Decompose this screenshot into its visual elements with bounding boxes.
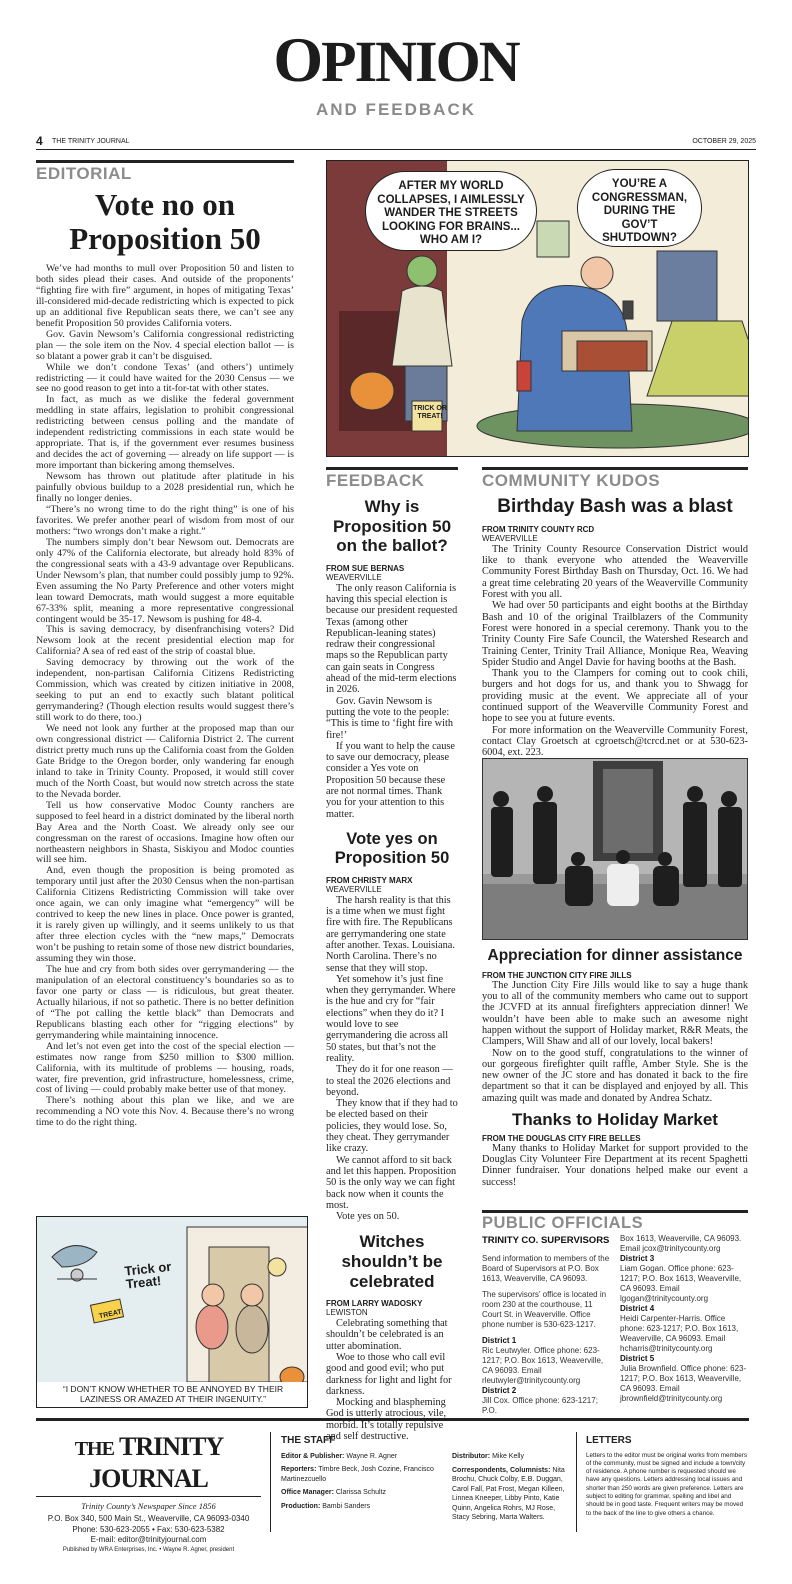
paragraph: We cannot afford to sit back and let this happen. Proposition 50 is the only way we can fight back now when it counts the most. bbox=[326, 1154, 457, 1211]
letter-location: WEAVERVILLE bbox=[326, 572, 382, 582]
footer-rule bbox=[36, 1418, 749, 1421]
cartoon-bucket-text: TRICK OR TREAT! bbox=[413, 405, 447, 420]
feedback-column bbox=[326, 467, 458, 1448]
editorial-cartoon-top bbox=[326, 160, 749, 457]
letters-text: Letters to the editor must be original works from members of the community, must be signed and include a town/city of residence. A phone number is requested should we have any questions. Letters addressing local issues and shorter than 250 words are given preference. Letters are subject to editing for grammar, spelling and libel and should be in good taste. Frequent writers may be moved to the back of the line to give others a chance. bbox=[586, 1451, 747, 1517]
paragraph: We had over 50 participants and eight booths at the Birthday Bash and 10 of the original Trailblazers of the Community Forest were honored in a special ceremony. Thank you to the Trinity County Fire Safe Council, the Watershed Research and Training Center, Trinity Trail Alliance, Monique Rea, Weaving Spider Studio and Angel Davie for having booths at the Bash. bbox=[482, 600, 748, 668]
footer-divider bbox=[270, 1432, 271, 1532]
letters-policy bbox=[586, 1436, 749, 1518]
district-info: Jill Cox. Office phone: 623-1217; P.O. bbox=[482, 1396, 598, 1415]
paragraph: Celebrating something that shouldn’t be celebrated is an utter abomination. bbox=[326, 1318, 448, 1352]
paragraph: Vote yes on 50. bbox=[336, 1211, 400, 1223]
speech-bubble-right: YOU’RE A CONGRESSMAN, DURING THE GOV’T SHUTDOWN? bbox=[577, 169, 702, 247]
staff-value: Wayne R. Agner bbox=[346, 1452, 398, 1460]
paragraph: “There’s no wrong time to do the right thing” is one of his favorites. We prefer another pearl of wisdom from most of our mothers: “two wrongs don’t make a right.” bbox=[36, 503, 294, 537]
editorial-headline: Vote no on Proposition 50 bbox=[69, 187, 261, 256]
paragraph: Now on to the good stuff, congratulations to the winner of our gorgeous firefighter quilt raffle, Amber Style. She is the new owner of the JC store and has donated it back to the fire department so that it can be displayed and enjoyed by all. This amazing quilt was made and donated by Andrea Schatz. bbox=[482, 1047, 748, 1104]
letter bbox=[326, 497, 458, 820]
letter-byline: FROM LARRY WADOSKY bbox=[326, 1299, 423, 1309]
photo-illustration bbox=[483, 759, 748, 940]
letter bbox=[326, 1232, 458, 1442]
letter bbox=[326, 830, 458, 1223]
paragraph: Saving democracy by throwing out the work of the independent, non-partisan California Citizens Redistricting Commission, which was created by citizen initiative in 2008, seeking to put an end to exactly such blatant political gerrymandering? (Though election results would suggest there’s still work to do there, too.) bbox=[36, 657, 294, 724]
paragraph: The only reason California is having this special election is because our president requested Texas (among other Republican-leaning states) redraw their congressional maps so the Republican party can gain seats in Congress ahead of the mid-term elections in 2026. bbox=[326, 582, 458, 696]
editorial-body bbox=[36, 264, 294, 1129]
officials-right-col bbox=[620, 1234, 748, 1404]
paragraph: And, even though the proposition is being promoted as temporary until just after the 2030 Census when the non-partisan California Citizens Redistricting Commission will take over once again, we can only imagine what “emergency” will be contrived to keep the new lines in place. Once power is granted, it is rarely given up willingly, and it seems unlikely to us that after three election cycles with the “new maps,” Democrats won’t be pushing to retain some of those new district boundaries, assuming they win those. bbox=[36, 865, 294, 965]
letter-body bbox=[326, 895, 458, 1223]
staff-title: THE STAFF bbox=[281, 1435, 336, 1446]
letter-headline: Vote yes on Proposition 50 bbox=[334, 829, 450, 867]
letter-byline: FROM CHRISTY MARX bbox=[326, 875, 413, 885]
kudos-headline: Appreciation for dinner assistance bbox=[487, 947, 743, 964]
staff-value: Clarissa Schultz bbox=[335, 1489, 387, 1496]
letter-location: LEWISTON bbox=[326, 1308, 368, 1318]
paragraph: There’s nothing about this plan we like, and we are recommending a NO vote this Nov. 4. Because there’s no wrong time to do the right thing. bbox=[36, 1095, 294, 1129]
footer-publisher: Published by WRA Enterprises, Inc. • Wayne R. Agner, president bbox=[62, 1546, 235, 1553]
footer-logo bbox=[36, 1432, 261, 1497]
folio-bar bbox=[36, 134, 756, 150]
kudos-body bbox=[482, 544, 748, 759]
speech-bubble-left: AFTER MY WORLD COLLAPSES, I AIMLESSLY WANDER THE STREETS LOOKING FOR BRAINS... WHO AM I? bbox=[365, 171, 537, 251]
page-number: 4 bbox=[36, 134, 43, 148]
paragraph: This is saving democracy, by disenfranchising voters? Did Newsom look at the recent presidential election map for California? A sea of red east of the strip of coastal blue. bbox=[36, 624, 294, 658]
officials-office: The supervisors’ office is located in room 230 at the courthouse, 11 Court St. in Weaverville. Office phone number is 530-623-1217. bbox=[482, 1290, 607, 1329]
logo-trinity: TRINITY bbox=[118, 1432, 223, 1461]
staff-production bbox=[281, 1502, 441, 1512]
letter-byline: FROM SUE BERNAS bbox=[326, 563, 405, 573]
paragraph: The Junction City Fire Jills would like to say a huge thank you to all of the community members who came out to support the JCVFD at its annual firefighters appreciation dinner! We wouldn’t have been able to make such an awesome night happen without the support of Holiday market, R&R Meats, the Clampers, Will Shaw and all of our lovely, local bakers! bbox=[482, 979, 748, 1048]
officials-group: TRINITY CO. SUPERVISORS bbox=[482, 1235, 610, 1246]
kudos-body bbox=[482, 980, 748, 1104]
kudos-location: WEAVERVILLE bbox=[482, 533, 538, 543]
paragraph: Tell us how conservative Modoc County ranchers are supposed to feel heard in a district dominated by the liberal north Bay Area and the North Coast. We already only see our congressman on the rarest of occasions. Imagine how often our northeastern neighbors in Shasta, Siskiyou and Modoc counties will see him. bbox=[36, 799, 294, 866]
paragraph: They know that if they had to be elected based on their policies, they would lose. So, they cheat. They gerrymander like crazy. bbox=[326, 1098, 458, 1155]
officials-intro: Send information to members of the Board of Supervisors at P.O. Box 1613, Weaverville, CA 96093. bbox=[482, 1254, 610, 1283]
district-label: District 2 bbox=[482, 1386, 517, 1395]
letter-headline: Why is Proposition 50 on the ballot? bbox=[332, 497, 452, 556]
kudos-byline: FROM TRINITY COUNTY RCD bbox=[482, 524, 595, 534]
district-info: Liam Gogan. Office phone: 623-1217; P.O. Box 1613, Weaverville, CA 96093. Email lgogan@trinitycounty.org bbox=[620, 1264, 742, 1303]
letter-headline: Witches shouldn’t be celebrated bbox=[341, 1232, 443, 1291]
paragraph: Newsom has thrown out platitude after platitude in his painfully obvious buildup to a 2028 presidential run, which he finally no longer denies. bbox=[36, 471, 294, 505]
cartoon-bag-text: TREAT bbox=[98, 1308, 123, 1321]
kudos-body bbox=[482, 1143, 748, 1188]
kudos-byline: FROM THE JUNCTION CITY FIRE JILLS bbox=[482, 970, 632, 980]
staff-right bbox=[452, 1452, 568, 1523]
staff-label: Office Manager: bbox=[281, 1489, 334, 1496]
staff-reporters bbox=[281, 1465, 441, 1484]
paragraph: We’ve had months to mull over Proposition 50 and listen to both sides plead their cases. And outside of the proponents’ “fighting fire with fire” argument, in hopes of mitigating Texas’ ill-considered mid-decade redistricting which is expected to pick up an additional five Republican seats there, we can’t see any benefit Proposition 50 provides California voters. bbox=[36, 263, 294, 329]
kudos-column bbox=[482, 467, 748, 758]
staff-label: Distributor: bbox=[452, 1453, 491, 1460]
district-label: District 3 bbox=[620, 1254, 655, 1263]
staff-label: Production: bbox=[281, 1502, 321, 1510]
staff-label: Editor & Publisher: bbox=[281, 1452, 345, 1460]
district-info: Ric Leutwyler. Office phone: 623-1217; P.O. Box 1613, Weaverville, CA 96093. Email rleutwyler@trinitycounty.org bbox=[482, 1346, 604, 1385]
paragraph: We need not look any further at the proposed map than our own congressional district — California District 2. The current district pretty much runs up the California coast from the Golden Gate Bridge to the Oregon border, only wandering far enough inland to take in Trinity County. Proposed, it would still cover much of the North Coast, but would now stretch across the state to the Nevada border. bbox=[36, 723, 294, 800]
officials-left-col bbox=[482, 1236, 610, 1416]
logo-the: THE bbox=[74, 1438, 114, 1460]
public-officials bbox=[482, 1210, 748, 1415]
logo-journal: JOURNAL bbox=[89, 1464, 208, 1493]
community-photo bbox=[482, 758, 748, 940]
paragraph: If you want to help the cause to save our democracy, please consider a Yes vote on Proposition 50 because these are not normal times. Thank you for your attention to this matter. bbox=[326, 740, 455, 820]
kudos-headline: Birthday Bash was a blast bbox=[497, 496, 733, 517]
section-title: OPINION bbox=[273, 24, 519, 95]
letters-title: LETTERS bbox=[586, 1435, 632, 1446]
paragraph: The numbers simply don’t bear Newsom out. Democrats are only 47% of the California electorate, but already hold 83% of the congressional seats with a 43-9 advantage over Republicans. Under Newsom’s plan, that number could possibly jump to 92%. Even assuming the No Party Preference and other voters might lean toward Democrats, math would suggest a more equitable 67-33% split, meaning a more representative congressional contingent would be 35-17. Newsom is pushing for 48-4. bbox=[36, 536, 294, 625]
district-info: Heidi Carpenter-Harris. Office phone: 623-1217; P.O. Box 1613, Weaverville, CA 96093. Email hcharris@trinitycounty.org bbox=[620, 1314, 739, 1353]
footer-email: E-mail: editor@trinityjournal.com bbox=[90, 1535, 207, 1544]
officials-section-title: PUBLIC OFFICIALS bbox=[482, 1210, 748, 1232]
staff-office bbox=[281, 1488, 441, 1498]
kudos-headline: Thanks to Holiday Market bbox=[512, 1110, 718, 1130]
feedback-section-title: FEEDBACK bbox=[326, 467, 458, 489]
paragraph: Thank you to the Clampers for coming out to cook chili, burgers and hot dogs for us, and thank you to Shwagg for providing music at the event. We appreciate all of your continued support of the Weaverville Community Forest and hope to see you at future events. bbox=[482, 668, 748, 725]
staff-label: Reporters: bbox=[281, 1466, 317, 1473]
staff-value: Nita Brochu, Chuck Colby, E.B. Duggan, Carol Fall, Pat Frost, Megan Killeen, Linnea Kneeper, Libby Pinto, Katie Quinn, Angelica Rohrs, MJ Rose, Stacy Sebring, Marta Walters. bbox=[452, 1466, 565, 1521]
letter-body bbox=[326, 1318, 458, 1442]
letter-location: WEAVERVILLE bbox=[326, 884, 382, 894]
district-info: Julia Brownfield. Office phone: 623-1217; P.O. Box 1613, Weaverville, CA 96093. Email jbrownfield@trinitycounty.org bbox=[620, 1364, 747, 1403]
staff-correspondents bbox=[452, 1466, 568, 1523]
footer-divider bbox=[576, 1432, 577, 1532]
kudos-item bbox=[482, 947, 748, 1188]
paragraph: They do it for one reason — to steal the 2026 elections and beyond. bbox=[326, 1064, 453, 1098]
district-label: District 1 bbox=[482, 1336, 517, 1345]
footer-phone: Phone: 530-623-2055 • Fax: 530-623-5382 bbox=[72, 1524, 225, 1534]
paragraph: While we don’t condone Texas’ (and others’) untimely redistricting — it could have waited for the 2030 Census — we see no good reason to get into a tit-for-tat with other states. bbox=[36, 361, 294, 395]
staff-distributor bbox=[452, 1452, 568, 1462]
staff-left bbox=[281, 1436, 441, 1511]
paragraph: And let’s not even get into the cost of the special election — estimates now range from $250 million to $300 million. California, with its multitude of problems — housing, roads, water, fire prevention, grid infrastructure, homelessness, crime, cost of living — could probably make better use of that money. bbox=[36, 1040, 294, 1096]
staff-editor bbox=[281, 1452, 441, 1462]
cartoon-sign-text: Trick or Treat! bbox=[123, 1258, 173, 1292]
staff-value: Timbre Beck, Josh Cozine, Francisco Martinezcuello bbox=[281, 1466, 434, 1483]
paragraph: The hue and cry from both sides over gerrymandering — the manipulation of an electoral constituency’s boundaries so as to favor one party or class — is ridiculous, but great theater. Actually hilarious, if not so pathetic. There is no better definition of “The pot calling the kettle black” than Democrats and Republicans blasting each other for “rigging elections” by gerrymandering while maintaining innocence. bbox=[36, 964, 294, 1041]
paragraph: Woe to those who call evil good and good evil; who put darkness for light and light for darkness. bbox=[326, 1351, 452, 1397]
paragraph: Gov. Gavin Newsom is putting the vote to the people: “This is time to ‘fight fire with fire!’ bbox=[326, 695, 453, 741]
footer-address: P.O. Box 340, 500 Main St., Weaverville, CA 96093-0340 bbox=[47, 1514, 250, 1523]
issue-date: OCTOBER 29, 2025 bbox=[692, 138, 756, 145]
paragraph: Gov. Gavin Newsom’s California congressional redistricting plan — the sole item on the Nov. 4 special election ballot — is so blatant a power grab it can’t be disguised. bbox=[36, 328, 294, 362]
staff-label: Correspondents, Columnists: bbox=[452, 1466, 551, 1474]
cartoon-caption: “I DON’T KNOW WHETHER TO BE ANNOYED BY THEIR LAZINESS OR AMAZED AT THEIR INGENUITY.” bbox=[62, 1384, 284, 1404]
paragraph: For more information on the Weaverville Community Forest, contact Clay Groetsch at cgroetsch@tcrcd.net or at 530-623-6004, ext. 223. bbox=[482, 724, 748, 759]
editorial bbox=[36, 160, 294, 1129]
footer-masthead bbox=[36, 1432, 261, 1555]
kudos-byline: FROM THE DOUGLAS CITY FIRE BELLES bbox=[482, 1133, 641, 1143]
paragraph: The Trinity County Resource Conservation District would like to thank everyone who attended the Weaverville Community Forest Birthday Bash on Thursday, Oct. 16. We had a great time celebrating 20 years of the Weaverville Community Forest with you all. bbox=[482, 543, 748, 601]
paragraph: The harsh reality is that this is a time when we must fight fire with fire. The Republicans are gerrymandering one state after another. Texas. Louisiana. North Carolina. There’s no sense that they will stop. bbox=[326, 894, 455, 974]
feedback-letters bbox=[326, 497, 458, 1442]
letter-body bbox=[326, 583, 458, 820]
district-info: Box 1613, Weaverville, CA 96093. Email jcox@trinitycounty.org bbox=[620, 1234, 742, 1253]
staff-value: Mike Kelly bbox=[492, 1453, 524, 1460]
paragraph: Many thanks to Holiday Market for support provided to the Douglas City Volunteer Fire Department at its recent Spaghetti Dinner fundraiser. Your donations helped make our event a success! bbox=[482, 1142, 748, 1188]
paragraph: Yet somehow it’s just fine when they gerrymander. Where is the hue and cry for “fair elections” when they do it? I would love to see gerrymandering die across all 50 states, but that’s not the reality. bbox=[326, 973, 456, 1064]
kudos-item bbox=[482, 496, 748, 758]
staff-value: Bambi Sanders bbox=[322, 1502, 371, 1510]
paragraph: Mocking and blaspheming God is utterly atrocious, vile, morbid. It’s totally repulsive and self destructive. bbox=[326, 1397, 447, 1443]
district-label: District 5 bbox=[620, 1354, 655, 1363]
district-label: District 4 bbox=[620, 1304, 655, 1313]
section-subtitle: AND FEEDBACK bbox=[316, 100, 476, 119]
paragraph: In fact, as much as we dislike the federal government meddling in state affairs, legislation to prohibit congressional redistricting between census polling and the mandate of independent redistricting commissions in each state would be appropriate. That is, if the government ever resumes business and decides the act of governing — already on life support — is more important than bickering among themselves. bbox=[36, 394, 294, 472]
editorial-kicker: EDITORIAL bbox=[36, 160, 294, 182]
footer-tagline: Trinity County’s Newspaper Since 1856 bbox=[81, 1501, 216, 1511]
publication-name: THE TRINITY JOURNAL bbox=[52, 138, 130, 145]
kudos-section-title: COMMUNITY KUDOS bbox=[482, 467, 748, 489]
cartoon-illustration bbox=[37, 1217, 308, 1408]
editorial-cartoon-bottom bbox=[36, 1216, 308, 1408]
